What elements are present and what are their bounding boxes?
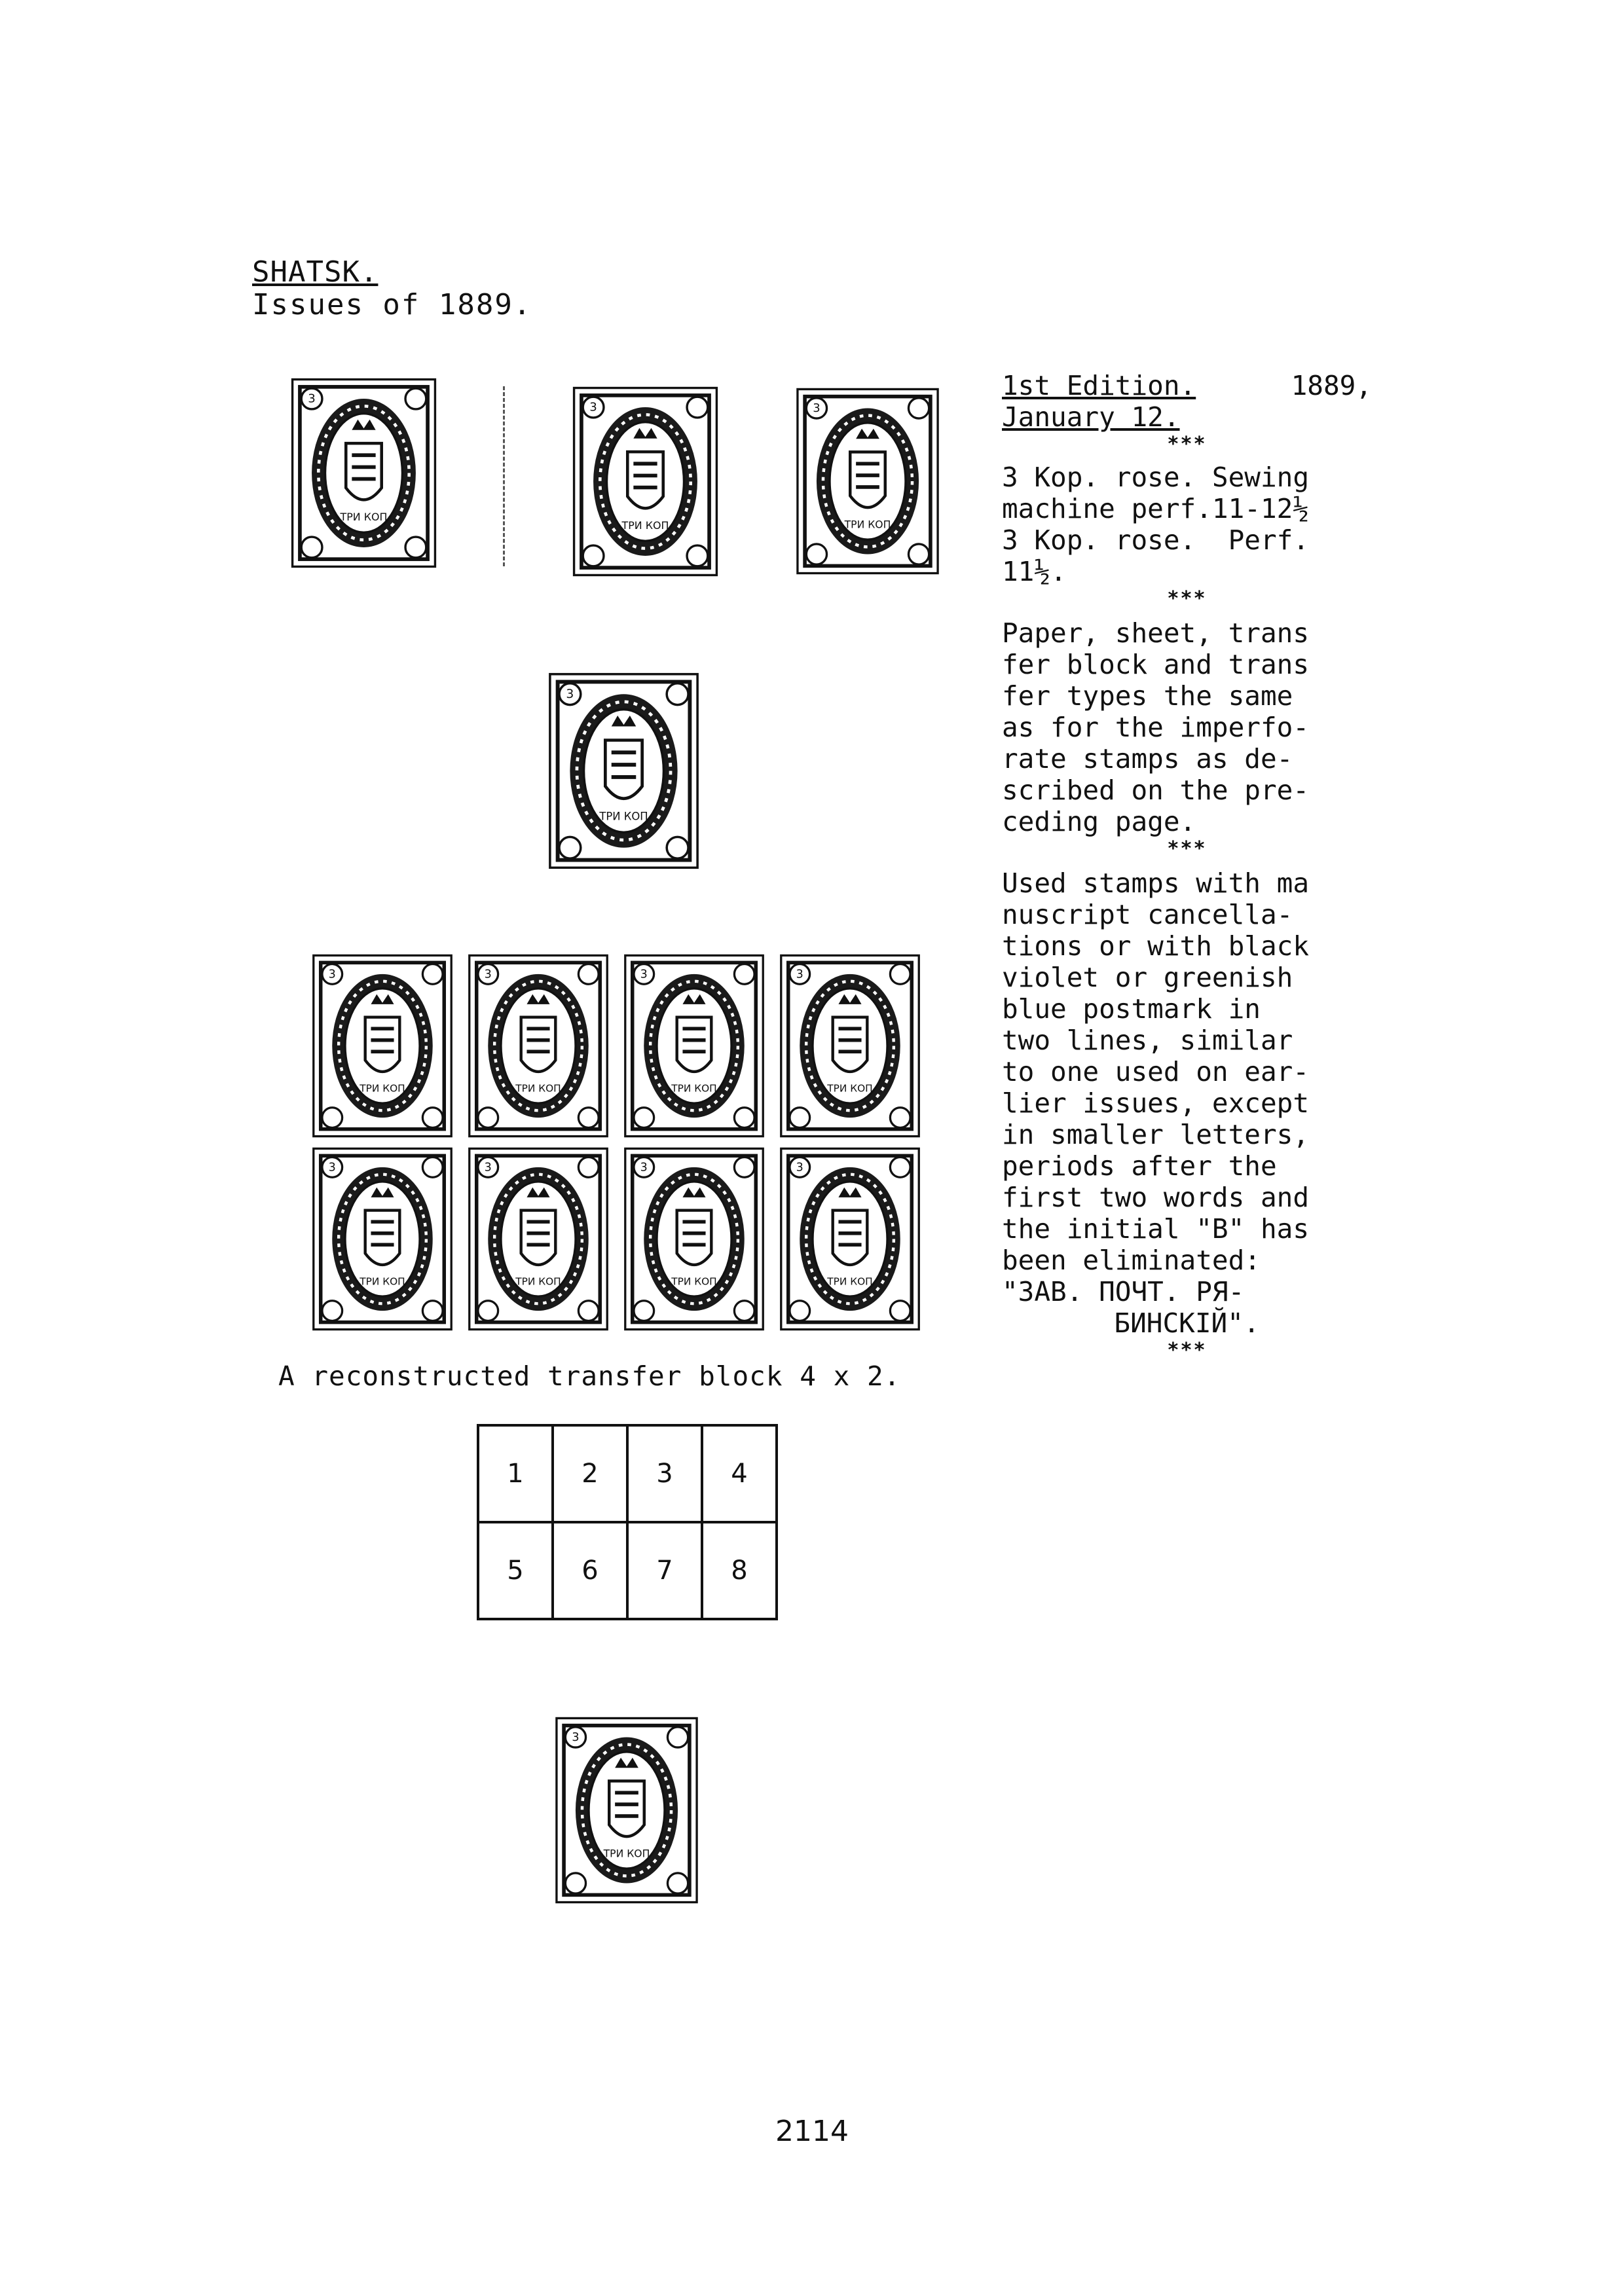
- paragraph-line: БИНСКIЙ".: [1114, 1307, 1260, 1339]
- stamp-value-text: ТРИ КОП: [360, 1275, 405, 1288]
- stamp-value-text: ТРИ КОП: [827, 1082, 873, 1095]
- used-paragraph: [1002, 867, 1372, 1339]
- stamp-corner-numeral: 3: [328, 968, 336, 981]
- grid-cell: 7: [627, 1522, 702, 1619]
- edition-title: 1st Edition.: [1002, 370, 1196, 401]
- paragraph-line: lier issues, except: [1002, 1087, 1309, 1119]
- paragraph-line: to one used on ear-: [1002, 1056, 1309, 1087]
- separator: ***: [1167, 433, 1207, 456]
- page-title: SHATSK.: [252, 255, 378, 289]
- stamp-corner-numeral: 3: [640, 1161, 648, 1175]
- stamp-corner-numeral: 3: [589, 400, 597, 414]
- stamp-image: [774, 1146, 926, 1332]
- stamp-image: [774, 953, 926, 1139]
- stamp-value-text: ТРИ КОП: [621, 519, 669, 532]
- edition-line: 3 Kop. rose. Perf.: [1002, 524, 1309, 556]
- grid-cell: 5: [478, 1522, 553, 1619]
- paper-paragraph: [1002, 617, 1372, 837]
- stamp-image: [306, 1146, 458, 1332]
- stamp-corner-numeral: 3: [796, 1161, 803, 1175]
- paragraph-line: ceding page.: [1002, 806, 1196, 837]
- separator: ***: [1167, 587, 1207, 610]
- stamp-corner-numeral: 3: [572, 1730, 580, 1745]
- stamp-image: [287, 376, 441, 570]
- page-number: 2114: [775, 2115, 849, 2148]
- stamp-value-text: ТРИ КОП: [671, 1082, 717, 1095]
- stamp-value-text: ТРИ КОП: [515, 1275, 561, 1288]
- transfer-block-diagram: [477, 1424, 778, 1620]
- grid-cell: 6: [553, 1522, 627, 1619]
- paragraph-line: scribed on the pre-: [1002, 774, 1309, 806]
- stamp-image: [618, 953, 770, 1139]
- page-subtitle: Issues of 1889.: [252, 288, 532, 321]
- grid-cell: 1: [478, 1425, 553, 1522]
- stamp-corner-numeral: 3: [566, 687, 574, 702]
- transfer-block-caption: A reconstructed transfer block 4 x 2.: [278, 1360, 901, 1392]
- paragraph-line: blue postmark in: [1002, 993, 1261, 1025]
- paragraph-line: the initial "B" has: [1002, 1213, 1309, 1245]
- stamp-image: [462, 1146, 614, 1332]
- stamp-value-text: ТРИ КОП: [515, 1082, 561, 1095]
- stamp-value-text: ТРИ КОП: [360, 1082, 405, 1095]
- paragraph-line: in smaller letters,: [1002, 1119, 1309, 1150]
- stamp-value-text: ТРИ КОП: [671, 1275, 717, 1288]
- stamp-image: [306, 953, 458, 1139]
- stamp-corner-numeral: 3: [484, 1161, 492, 1175]
- separator: ***: [1167, 1339, 1207, 1362]
- stamp-image: [462, 953, 614, 1139]
- paragraph-line: been eliminated:: [1002, 1245, 1261, 1276]
- edition-line: 3 Kop. rose. Sewing: [1002, 462, 1309, 493]
- grid-cell: 3: [627, 1425, 702, 1522]
- stamp-corner-numeral: 3: [813, 401, 821, 416]
- grid-row: [478, 1522, 777, 1619]
- edition-line: 11½.: [1002, 556, 1067, 587]
- edition-heading: [1002, 370, 1372, 401]
- stamp-corner-numeral: 3: [308, 392, 316, 406]
- paragraph-line: violet or greenish: [1002, 962, 1293, 993]
- stamp-value-text: ТРИ КОП: [844, 519, 891, 531]
- stamp-corner-numeral: 3: [484, 968, 492, 981]
- stamp-corner-numeral: 3: [328, 1161, 336, 1175]
- grid-cell: 2: [553, 1425, 627, 1522]
- separator: ***: [1167, 837, 1207, 860]
- stamp-image: [618, 1146, 770, 1332]
- paragraph-line: fer types the same: [1002, 680, 1293, 712]
- stamp-corner-numeral: 3: [796, 968, 803, 981]
- transfer-block-image: [306, 953, 927, 1336]
- paragraph-line: rate stamps as de-: [1002, 743, 1293, 774]
- edition-year: 1889,: [1291, 370, 1372, 401]
- paragraph-line: periods after the: [1002, 1150, 1277, 1182]
- stamp-image: [792, 386, 943, 576]
- stamp-value-text: ТРИ КОП: [340, 511, 388, 524]
- paragraph-line: "ЗАВ. ПОЧТ. РЯ-: [1002, 1276, 1245, 1307]
- stamp-image: [551, 1715, 702, 1905]
- grid-row: [478, 1425, 777, 1522]
- grid-cell: 4: [702, 1425, 777, 1522]
- paragraph-line: Paper, sheet, trans: [1002, 617, 1309, 649]
- edition-date: [1002, 401, 1372, 433]
- grid-cell: 8: [702, 1522, 777, 1619]
- paragraph-line: Used stamps with ma: [1002, 867, 1309, 899]
- edition-line: machine perf.11-12½: [1002, 493, 1309, 524]
- stamp-corner-numeral: 3: [640, 968, 648, 981]
- paragraph-line: as for the imperfo-: [1002, 712, 1309, 743]
- paragraph-line: nuscript cancella-: [1002, 899, 1293, 930]
- paragraph-line: first two words and: [1002, 1182, 1309, 1213]
- stamp-image: [544, 671, 704, 871]
- perforation-line: [503, 386, 505, 566]
- stamp-value-text: ТРИ КОП: [599, 810, 648, 823]
- text-column: [1002, 370, 1372, 1362]
- paragraph-line: fer block and trans: [1002, 649, 1309, 680]
- paragraph-line: tions or with black: [1002, 930, 1309, 962]
- edition-date-text: January 12.: [1002, 401, 1180, 433]
- paragraph-line: two lines, similar: [1002, 1025, 1293, 1056]
- stamp-value-text: ТРИ КОП: [827, 1275, 873, 1288]
- stamp-image: [568, 385, 722, 578]
- stamp-value-text: ТРИ КОП: [603, 1848, 650, 1860]
